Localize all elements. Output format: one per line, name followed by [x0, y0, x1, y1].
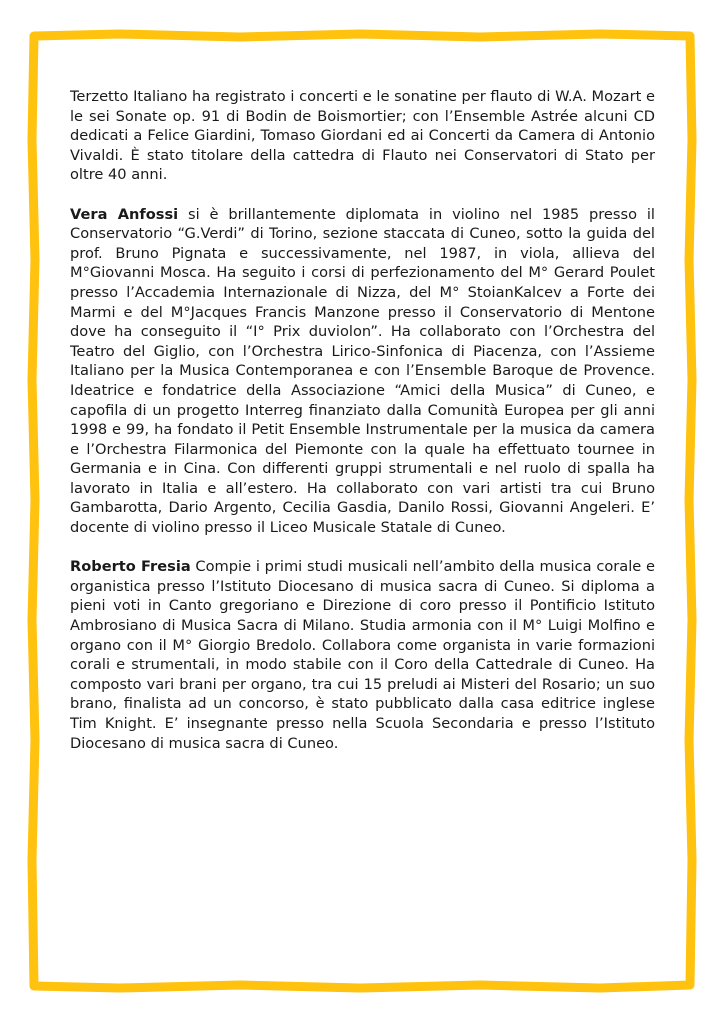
paragraph-vera-anfossi: [70, 205, 655, 538]
paragraph-text: Terzetto Italiano ha registrato i concerti e le sonatine per flauto di W.A. Mozart e le sei Sonate op. 91 di Bodin de Boismortier; con l’Ensemble Astrée alcuni CD dedicati a Felice Giardini, Tomaso Giordani ed ai Concerti da Camera di Antonio Vivaldi. È stato titolare della cattedra di Flauto nei Conservatori di Stato per oltre 40 anni.: [70, 88, 655, 184]
document-body: [70, 87, 655, 773]
paragraph-roberto-fresia: [70, 557, 655, 753]
paragraph-intro: [70, 87, 655, 185]
paragraph-text: si è brillantemente diplomata in violino nel 1985 presso il Conservatorio “G.Verdi” di Torino, sezione staccata di Cuneo, sotto la guida del prof. Bruno Pignata e successivamente, nel 1987, in viola, allieva del M°Giovanni Mosca. Ha seguito i corsi di perfezionamento del M° Gerard Poulet presso l’Accademia Internazionale di Nizza, del M° StoianKalcev a Forte dei Marmi e del M°Jacques Francis Manzone presso il Conservatorio di Mentone dove ha conseguito il “I° Prix duviolon”. Ha collaborato con l’Orchestra del Teatro del Giglio, con l’Orchestra Lirico-Sinfonica di Piacenza, con l’Assieme Italiano per la Musica Contemporanea e con l’Ensemble Baroque de Provence. Ideatrice e fondatrice della Associazione “Amici della Musica” di Cuneo, e capofila di un progetto Interreg finanziato dalla Comunità Europea per gli anni 1998 e 99, ha fondato il Petit Ensemble Instrumentale per la musica da camera e l’Orchestra Filarmonica del Piemonte con la quale ha effettuato tournee in Germania e in Cina. Con differenti gruppi strumentali e nel ruolo di spalla ha lavorato in Italia e all’estero. Ha collaborato con vari artisti tra cui Bruno Gambarotta, Dario Argento, Cecilia Gasdia, Danilo Rossi, Giovanni Angeleri. E’ docente di violino presso il Liceo Musicale Statale di Cuneo.: [70, 205, 655, 537]
person-name: Vera Anfossi: [70, 205, 179, 223]
person-name: Roberto Fresia: [70, 558, 191, 576]
paragraph-text: Compie i primi studi musicali nell’ambito della musica corale e organistica presso l’Istituto Diocesano di musica sacra di Cuneo. Si diploma a pieni voti in Canto gregoriano e Direzione di coro presso il Pontificio Istituto Ambrosiano di Musica Sacra di Milano. Studia armonia con il M° Luigi Molfino e organo con il M° Giorgio Bredolo. Collabora come organista in varie formazioni corali e strumentali, in modo stabile con il Coro della Cattedrale di Cuneo. Ha composto vari brani per organo, tra cui 15 preludi ai Misteri del Rosario; un suo brano, finalista ad un concorso, è stato pubblicato dalla casa editrice inglese Tim Knight. E’ insegnante presso nella Scuola Secondaria e presso l’Istituto Diocesano di musica sacra di Cuneo.: [70, 558, 655, 752]
